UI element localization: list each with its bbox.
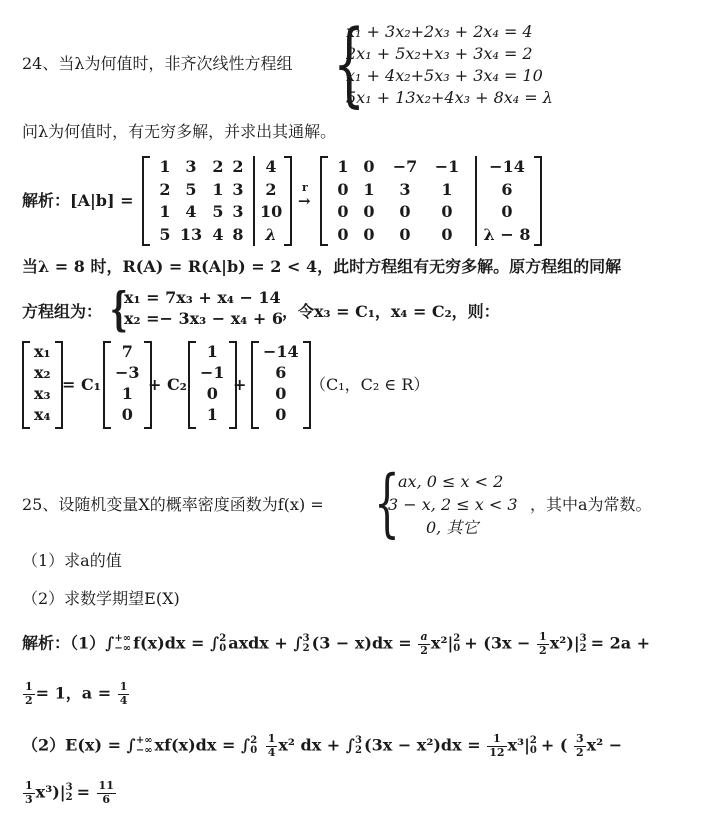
matrix-cell: 1 (441, 179, 453, 199)
sol1-3minusx: (3 − x)dx = (311, 633, 412, 653)
upper-limit: 3 (302, 633, 310, 645)
integral-limits (114, 634, 131, 654)
q25-solution-2-line2 (22, 780, 117, 806)
lower-limit: 2 (355, 745, 363, 757)
augment-divider (475, 156, 477, 246)
reduced-rhs (480, 156, 534, 246)
particular-solution-vector (251, 341, 311, 429)
matrix-cell: 2 (265, 179, 277, 199)
lower-limit: 2 (579, 643, 587, 655)
matrix-cell: 0 (441, 224, 453, 244)
matrix-cell: 3 (232, 202, 244, 221)
upper-limit: +∞ (114, 633, 132, 645)
particular-solution-entries (259, 341, 303, 429)
numerator: 1 (119, 680, 128, 693)
vector-entry: x₄ (34, 405, 51, 424)
equals-c1: = C₁ (62, 375, 101, 394)
lower-limit: 0 (529, 745, 537, 757)
q24-eq-1: x₁ + 3x₂+2x₃ + 2x₄ = 4 (346, 22, 533, 41)
matrix-cell: 5 (185, 179, 197, 199)
matrix-cell: 1 (212, 179, 224, 199)
q25-prefix: 25、设随机变量X的概率密度函数为f(x) = (22, 495, 324, 514)
fraction-1-over-4 (266, 733, 278, 759)
vector-entry: x₂ (34, 363, 51, 382)
matrix-cell: 5 (159, 224, 171, 244)
case-2: 3 − x, 2 ≤ x < 3 (388, 495, 518, 514)
integral-limits (250, 736, 257, 756)
fraction-1-over-2 (537, 631, 549, 657)
reduced-matrix (320, 156, 542, 246)
reduced-coefficients (328, 156, 472, 246)
fraction-1-over-4 (118, 681, 130, 707)
fraction-1-over-2 (23, 681, 35, 707)
x-vector (22, 341, 63, 429)
denominator: 2 (539, 643, 547, 657)
fraction-1-over-3 (23, 780, 35, 806)
sol2-paren: + ( (540, 735, 568, 755)
same-system-brace: { (110, 282, 128, 336)
upper-limit: 3 (355, 735, 363, 747)
same-system (124, 287, 283, 329)
q24-eq-2: 2x₁ + 5x₂+x₃ + 3x₄ = 2 (346, 44, 533, 63)
sol2-x2dx: x² dx + ∫ (278, 735, 356, 755)
matrix-cell: 1 (363, 179, 375, 199)
sol2-x3-eval: x³| (507, 735, 530, 755)
matrix-cell: 0 (363, 224, 375, 244)
eval-limits (530, 736, 537, 756)
integral-limits (136, 736, 153, 756)
vector-entry: −14 (263, 342, 299, 361)
matrix-cell: 0 (337, 179, 349, 199)
denominator: 2 (25, 693, 33, 707)
q24-same-system-label: 方程组为： (22, 302, 103, 321)
matrix-cell: 2 (232, 157, 244, 176)
fraction-a-over-2 (418, 631, 430, 657)
matrix-cell: −14 (489, 157, 525, 176)
upper-limit: 2 (219, 633, 227, 645)
piecewise-brace: { (374, 460, 400, 546)
integral-limits (355, 736, 362, 756)
q25-suffix: ，其中a为常数。 (530, 495, 652, 514)
vector-entry: 0 (121, 405, 133, 424)
augmented-matrix (142, 156, 292, 246)
vector-entry: 7 (121, 342, 133, 361)
matrix-cell: 3 (185, 157, 197, 176)
q25-solution-2-line1 (22, 733, 622, 759)
x-vector-entries (30, 341, 55, 429)
basis-vector-2 (188, 341, 237, 429)
sol2-x3-close: x³)| (35, 782, 66, 802)
matrix-cell: 4 (212, 224, 224, 244)
lower-limit: −∞ (135, 745, 153, 757)
sol1-start: 解析：（1）∫ (22, 633, 115, 653)
numerator: 1 (539, 630, 547, 643)
matrix-cell: 1 (337, 157, 349, 176)
fraction-3-over-2 (574, 733, 586, 759)
vector-entry: −3 (115, 363, 140, 382)
matrix-cell: 4 (265, 157, 277, 176)
matrix-cell: 3 (232, 179, 244, 199)
vector-entry: 0 (206, 384, 218, 403)
vector-entry: −1 (200, 363, 225, 382)
matrix-cell: 10 (260, 202, 283, 221)
q24-question: 问λ为何值时，有无穷多解，并求出其通解。 (22, 122, 337, 141)
q24-substitution: ，令x₃ = C₁，x₄ = C₂，则： (282, 302, 500, 321)
q25-part2: （2）求数学期望E(X) (22, 589, 180, 608)
same-system-eq-2: x₂ =− 3x₃ − x₄ + 6 (124, 309, 283, 328)
matrix-cell: λ − 8 (483, 224, 531, 244)
upper-limit: 2 (250, 735, 258, 747)
basis-vector-2-entries (196, 341, 229, 429)
vector-entry: 1 (206, 342, 218, 361)
matrix-cell: λ (265, 224, 277, 244)
q25-solution-1-line1 (22, 631, 650, 657)
matrix-cell: 13 (179, 224, 203, 244)
q24-eq-3: x₁ + 4x₂+5x₃ + 3x₄ = 10 (346, 66, 543, 85)
basis-vector-1-entries (111, 341, 144, 429)
integral-limits (303, 634, 310, 654)
right-bracket (284, 156, 292, 246)
fraction-11-over-6 (97, 780, 116, 806)
upper-limit: 2 (529, 735, 537, 747)
matrix-cell: 2 (212, 157, 224, 176)
upper-limit: 3 (579, 633, 587, 645)
sol2-start: （2）E(x) = ∫ (22, 735, 136, 755)
vector-entry: x₃ (34, 384, 51, 403)
eval-limits (580, 634, 587, 654)
aug-coefficients (150, 156, 250, 246)
vector-entry: 1 (121, 384, 133, 403)
denominator: 4 (267, 745, 276, 759)
numerator: 1 (25, 779, 33, 792)
sol2-x2-minus: x² − (586, 735, 623, 755)
matrix-cell: 0 (399, 202, 411, 221)
sol1-a-equals: = 1，a = (35, 683, 112, 703)
case-1: ax, 0 ≤ x < 2 (398, 472, 504, 491)
matrix-cell: 0 (337, 224, 349, 244)
sol1-result: = 2a + (590, 633, 651, 653)
integral-limits (219, 634, 226, 654)
left-bracket (22, 341, 30, 429)
vector-entry: 1 (206, 405, 218, 424)
matrix-cell: 0 (363, 157, 375, 176)
lower-limit: −∞ (114, 643, 132, 655)
denominator: 4 (119, 693, 128, 707)
denominator: 2 (420, 643, 428, 657)
vector-entry: 0 (275, 405, 287, 424)
left-bracket (251, 341, 259, 429)
eval-limits (66, 783, 73, 803)
q24-conclusion: 当λ = 8 时，R(A) = R(A|b) = 2 < 4，此时方程组有无穷多解。原方程组的同解 (22, 257, 622, 276)
augment-divider (253, 156, 255, 246)
lower-limit: 2 (302, 643, 310, 655)
matrix-cell: 8 (232, 224, 244, 244)
eval-limits (453, 634, 460, 654)
numerator: 1 (25, 680, 33, 693)
matrix-cell: 2 (159, 179, 171, 199)
q24-eq-4: 5x₁ + 13x₂+4x₃ + 8x₄ = λ (346, 88, 553, 107)
denominator: 3 (25, 792, 33, 806)
sol2-equals: = (76, 782, 90, 802)
numerator: a (418, 631, 430, 645)
matrix-cell: 1 (159, 157, 171, 176)
numerator: 3 (575, 732, 584, 745)
upper-limit: 3 (65, 782, 73, 794)
matrix-cell: −7 (392, 157, 418, 176)
aug-rhs (258, 156, 284, 246)
denominator: 12 (489, 745, 505, 759)
lower-limit: 0 (219, 643, 227, 655)
denominator: 2 (575, 745, 584, 759)
matrix-cell: 1 (159, 202, 171, 221)
row-reduction-arrow: → (298, 192, 311, 210)
plus-sign: + (233, 375, 247, 394)
matrix-cell: 6 (501, 179, 513, 199)
upper-limit: 2 (453, 633, 461, 645)
sol2-xf: xf(x)dx = ∫ (154, 735, 251, 755)
sol2-3x-x2: (3x − x²)dx = (364, 735, 481, 755)
q25-part1: （1）求a的值 (22, 551, 122, 570)
piecewise-cases (388, 470, 518, 539)
right-bracket (534, 156, 542, 246)
numerator: 1 (487, 733, 506, 747)
lower-limit: 0 (250, 745, 258, 757)
same-system-eq-1: x₁ = 7x₃ + x₄ − 14 (124, 288, 281, 307)
vector-entry: x₁ (34, 342, 51, 361)
matrix-cell: 0 (501, 202, 513, 221)
numerator: 11 (98, 779, 114, 792)
matrix-cell: 4 (185, 202, 197, 221)
sol1-ax: axdx + ∫ (228, 633, 303, 653)
lower-limit: 2 (65, 792, 73, 804)
q24-solution-label: 解析：[A|b] = (22, 191, 134, 210)
left-bracket (142, 156, 150, 246)
left-bracket (188, 341, 196, 429)
sol1-f: f(x)dx = ∫ (133, 633, 220, 653)
plus-c2: + C₂ (148, 375, 187, 394)
matrix-cell: 0 (441, 202, 453, 221)
q25-solution-1-line2 (22, 681, 130, 707)
parameter-domain: （C₁，C₂ ∈ R） (310, 375, 430, 394)
vector-entry: 0 (275, 384, 287, 403)
matrix-cell: 0 (363, 202, 375, 221)
sol1-x2-eval: x²| (430, 633, 454, 653)
matrix-cell: 5 (212, 202, 224, 221)
sol1-3x: + (3x − (464, 633, 531, 653)
matrix-cell: 0 (337, 202, 349, 221)
row-op-label: r (302, 181, 308, 194)
upper-limit: +∞ (135, 735, 153, 747)
left-bracket (103, 341, 111, 429)
q24-equation-system (346, 21, 553, 109)
matrix-cell: −1 (434, 157, 460, 176)
matrix-cell: 0 (399, 224, 411, 244)
q24-system-brace: { (333, 10, 366, 117)
matrix-cell: 3 (399, 179, 411, 199)
sol1-x2-close: x²)| (549, 633, 580, 653)
case-3: 0, 其它 (426, 518, 479, 537)
denominator: 6 (102, 792, 111, 806)
fraction-1-over-12 (487, 733, 506, 759)
left-bracket (320, 156, 328, 246)
vector-entry: 6 (275, 363, 287, 382)
basis-vector-1 (103, 341, 152, 429)
lower-limit: 0 (453, 643, 461, 655)
q24-prefix: 24、当λ为何值时，非齐次线性方程组 (22, 54, 293, 73)
numerator: 1 (267, 732, 276, 745)
